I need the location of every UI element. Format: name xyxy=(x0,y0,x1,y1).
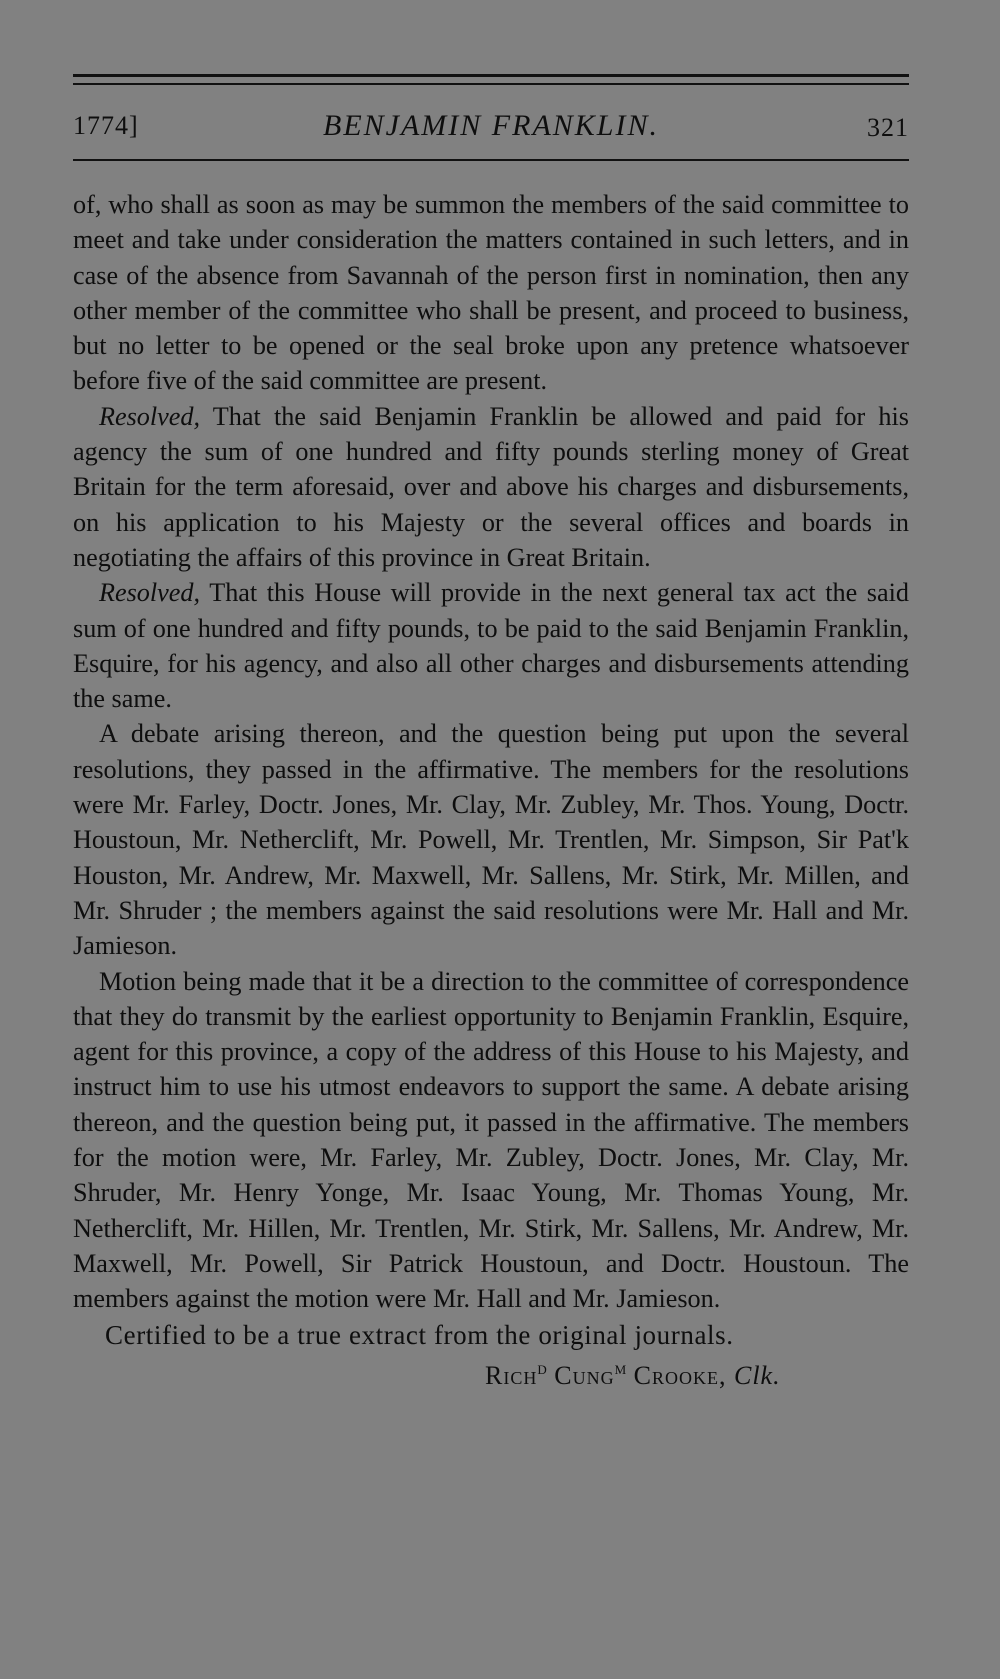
signature-crooke: Crooke, xyxy=(633,1360,727,1390)
book-page xyxy=(73,74,909,1393)
signature-rich: Rich xyxy=(485,1360,538,1390)
running-head-year: 1774] xyxy=(73,111,139,140)
resolved-label: Resolved, xyxy=(99,578,201,608)
running-head-title: BENJAMIN FRANKLIN. xyxy=(323,109,659,142)
paragraph-text: That the said Benjamin Franklin be allowed and paid for his agency the sum of one hundred and fifty pounds sterling money of Great Britain for the term aforesaid, over and above his charges and disbursements, on his application to his Majesty or the several offices and boards in negotiating the affairs of this province in Great Britain. xyxy=(73,401,909,572)
signature-clerk-title: Clk. xyxy=(733,1360,781,1390)
top-rule-secondary xyxy=(73,83,909,85)
paragraph-text: of, who shall as soon as may be summon the members of the said committee to meet and take under consideration the matters contained in such letters, and in case of the absence from Savannah of the person first in nomination, then any other member of the committee who shall be present, and proceed to business, but no letter to be opened or the seal broke upon any pretence whatsoever before five of the said committee are present. xyxy=(73,190,909,396)
paragraph-resolved-tax-act xyxy=(73,575,909,716)
signature-cung: Cung xyxy=(554,1360,615,1390)
top-rule xyxy=(73,74,909,77)
page-number: 321 xyxy=(867,113,909,142)
body-text xyxy=(73,187,909,1393)
paragraph-text: A debate arising thereon, and the question being put upon the several resolutions, they passed in the affirmative. The members for the resolutions were Mr. Farley, Doctr. Jones, Mr. Clay, Mr. Zubley, Mr. Thos. Young, Doctr. Houstoun, Mr. Netherclift, Mr. Powell, Mr. Trentlen, Mr. Simpson, Sir Pat'k Houston, Mr. Andrew, Mr. Maxwell, Mr. Sallens, Mr. Stirk, Mr. Millen, and Mr. Shruder ; the members against the said resolutions were Mr. Hall and Mr. Jamieson. xyxy=(73,719,909,961)
paragraph-resolved-payment xyxy=(73,399,909,575)
paragraph-text: Motion being made that it be a direction to the committee of correspondence that they do transmit by the earliest opportunity to Benjamin Franklin, Esquire, agent for this province, a copy of the address of this House to his Majesty, and instruct him to use his utmost endeavors to support the same. A debate arising thereon, and the question being put, it passed in the affirmative. The members for the motion were, Mr. Farley, Mr. Zubley, Doctr. Jones, Mr. Clay, Mr. Shruder, Mr. Henry Yonge, Mr. Isaac Young, Mr. Thomas Young, Mr. Netherclift, Mr. Hillen, Mr. Trentlen, Mr. Stirk, Mr. Sallens, Mr. Andrew, Mr. Maxwell, Mr. Powell, Sir Patrick Houstoun, and Doctr. Houstoun. The members against the motion were Mr. Hall and Mr. Jamieson. xyxy=(73,966,909,1314)
paragraph-text: That this House will provide in the next general tax act the said sum of one hundred and fifty pounds, to be paid to the said Benjamin Franklin, Esquire, for his agency, and also all other charges and disbursements attending the same. xyxy=(73,578,909,714)
header-rule xyxy=(73,159,909,161)
certification-line: Certified to be a true extract from the original journals. xyxy=(105,1319,734,1350)
running-head xyxy=(73,99,909,157)
resolved-label: Resolved, xyxy=(99,401,201,431)
paragraph-motion xyxy=(73,964,909,1317)
paragraph-continuation xyxy=(73,187,909,399)
clerk-signature xyxy=(73,1353,909,1393)
signature-rich-superscript: D xyxy=(537,1361,547,1377)
paragraph-debate-resolutions xyxy=(73,716,909,963)
signature-cung-superscript: M xyxy=(614,1361,627,1377)
